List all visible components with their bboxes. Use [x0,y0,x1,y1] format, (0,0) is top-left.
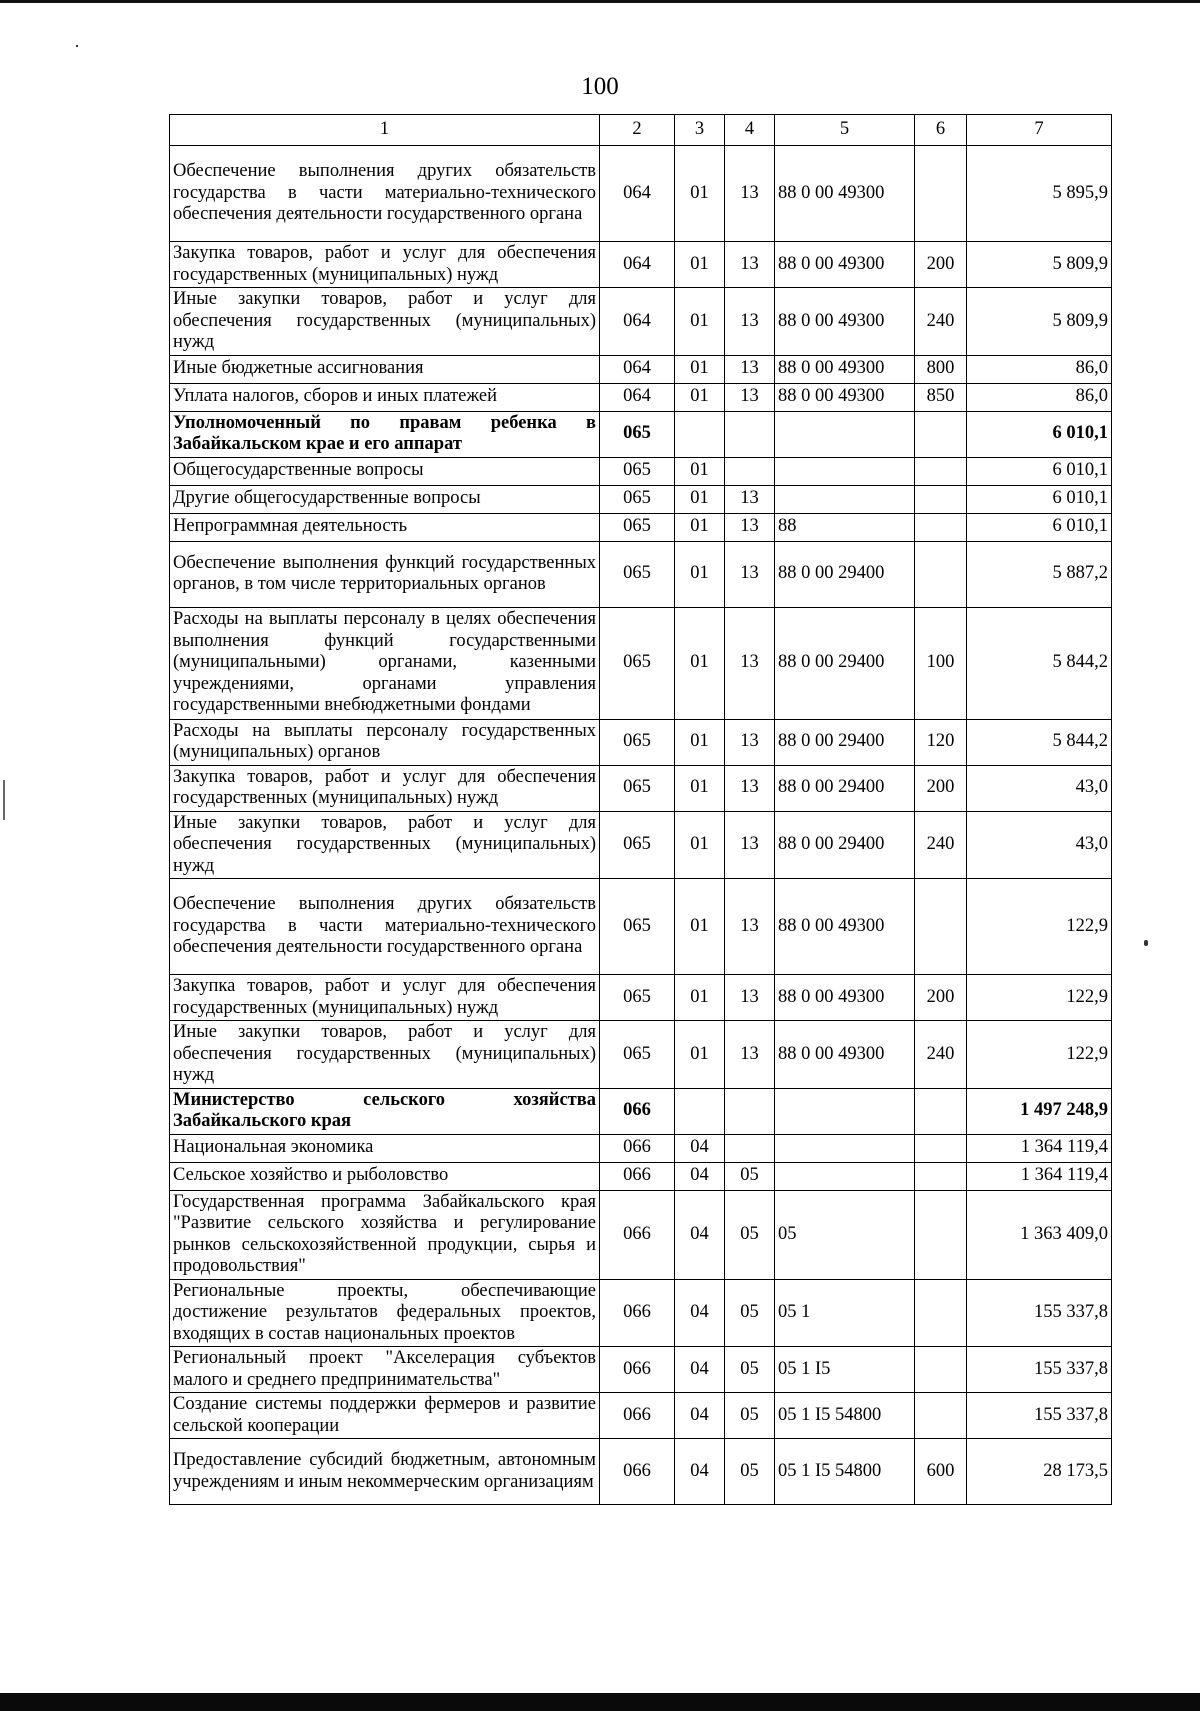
row-amount: 43,0 [967,811,1112,879]
table-row [170,541,1112,607]
table-row [170,513,1112,541]
row-amount: 1 364 119,4 [967,1134,1112,1162]
row-code-target [775,485,915,513]
row-code-expense [915,485,967,513]
budget-table [169,114,1112,1505]
row-code-subsection: 13 [725,355,775,383]
row-code-target: 88 0 00 29400 [775,607,915,719]
table-row [170,485,1112,513]
row-code-subsection: 13 [725,811,775,879]
row-code-expense: 200 [915,242,967,288]
row-name: Уполномоченный по правам ребенка в Забайкальском крае и его аппарат [170,411,600,457]
row-code-target: 88 0 00 29400 [775,811,915,879]
header-col-1: 1 [170,115,600,146]
row-code-target: 88 0 00 49300 [775,288,915,356]
row-code-ministry: 064 [600,355,675,383]
row-code-ministry: 065 [600,811,675,879]
row-amount: 86,0 [967,355,1112,383]
header-col-5: 5 [775,115,915,146]
table-row [170,242,1112,288]
row-amount: 28 173,5 [967,1439,1112,1505]
table-row [170,765,1112,811]
row-amount: 155 337,8 [967,1279,1112,1347]
row-name: Обеспечение выполнения других обязательств государства в части материально-технического обеспечения деятельности государственного органа [170,879,600,975]
row-code-subsection: 13 [725,975,775,1021]
budget-table-body [170,115,1112,1505]
row-amount: 1 364 119,4 [967,1162,1112,1190]
row-code-expense [915,1347,967,1393]
table-row [170,1347,1112,1393]
row-code-section: 01 [675,242,725,288]
row-code-expense: 240 [915,288,967,356]
table-row [170,719,1112,765]
row-code-expense [915,457,967,485]
row-code-subsection: 13 [725,383,775,411]
row-code-ministry: 066 [600,1162,675,1190]
row-code-subsection [725,1088,775,1134]
row-code-section: 01 [675,1021,725,1089]
row-name: Закупка товаров, работ и услуг для обеспечения государственных (муниципальных) нужд [170,765,600,811]
row-code-subsection [725,411,775,457]
row-amount: 43,0 [967,765,1112,811]
row-name: Закупка товаров, работ и услуг для обеспечения государственных (муниципальных) нужд [170,975,600,1021]
table-row [170,1190,1112,1279]
row-code-section [675,1088,725,1134]
row-code-ministry: 066 [600,1190,675,1279]
row-code-section: 04 [675,1190,725,1279]
scan-edge-mark [3,780,5,820]
row-code-target: 05 1 I5 [775,1347,915,1393]
row-amount: 6 010,1 [967,485,1112,513]
row-code-target: 88 0 00 29400 [775,719,915,765]
row-code-target: 88 [775,513,915,541]
header-col-7: 7 [967,115,1112,146]
row-code-target: 05 1 I5 54800 [775,1439,915,1505]
row-code-section: 01 [675,719,725,765]
row-code-expense [915,1190,967,1279]
row-code-section: 01 [675,355,725,383]
row-code-expense [915,1088,967,1134]
row-code-ministry: 066 [600,1347,675,1393]
row-amount: 155 337,8 [967,1393,1112,1439]
table-row [170,383,1112,411]
table-row [170,355,1112,383]
row-code-ministry: 066 [600,1393,675,1439]
row-code-target: 88 0 00 49300 [775,146,915,242]
row-code-section: 01 [675,513,725,541]
row-code-ministry: 065 [600,975,675,1021]
table-row [170,1088,1112,1134]
row-code-subsection: 13 [725,541,775,607]
row-amount: 122,9 [967,879,1112,975]
row-code-subsection: 13 [725,288,775,356]
row-code-ministry: 066 [600,1439,675,1505]
row-code-section [675,411,725,457]
row-name: Иные закупки товаров, работ и услуг для обеспечения государственных (муниципальных) нужд [170,811,600,879]
row-name: Уплата налогов, сборов и иных платежей [170,383,600,411]
scan-speck [76,45,78,47]
row-code-ministry: 065 [600,513,675,541]
scan-speck [1144,940,1148,946]
row-code-ministry: 064 [600,242,675,288]
row-code-expense [915,1393,967,1439]
table-row [170,1021,1112,1089]
table-row [170,288,1112,356]
row-name: Региональный проект "Акселерация субъектов малого и среднего предпринимательства" [170,1347,600,1393]
row-code-subsection: 05 [725,1279,775,1347]
row-code-expense [915,513,967,541]
row-amount: 6 010,1 [967,411,1112,457]
row-code-ministry: 066 [600,1088,675,1134]
row-amount: 155 337,8 [967,1347,1112,1393]
table-row [170,1162,1112,1190]
row-code-expense: 100 [915,607,967,719]
row-code-ministry: 065 [600,765,675,811]
row-code-target [775,457,915,485]
row-code-target: 88 0 00 29400 [775,765,915,811]
row-code-expense: 850 [915,383,967,411]
row-code-section: 04 [675,1393,725,1439]
row-code-expense: 800 [915,355,967,383]
row-code-expense: 240 [915,1021,967,1089]
row-name: Иные закупки товаров, работ и услуг для обеспечения государственных (муниципальных) нужд [170,1021,600,1089]
row-code-target: 88 0 00 49300 [775,355,915,383]
header-col-3: 3 [675,115,725,146]
row-code-target: 88 0 00 49300 [775,383,915,411]
row-name: Создание системы поддержки фермеров и развитие сельской кооперации [170,1393,600,1439]
row-code-section: 01 [675,485,725,513]
row-name: Обеспечение выполнения функций государственных органов, в том числе территориальных органов [170,541,600,607]
row-code-target: 05 1 [775,1279,915,1347]
row-name: Предоставление субсидий бюджетным, автономным учреждениям и иным некоммерческим организациям [170,1439,600,1505]
row-code-subsection: 05 [725,1347,775,1393]
table-row [170,146,1112,242]
row-code-expense [915,1279,967,1347]
row-code-target [775,411,915,457]
row-code-target: 05 1 I5 54800 [775,1393,915,1439]
row-code-subsection: 05 [725,1439,775,1505]
row-code-subsection: 13 [725,879,775,975]
table-row [170,1393,1112,1439]
row-code-subsection: 13 [725,719,775,765]
row-code-subsection [725,1134,775,1162]
row-amount: 122,9 [967,1021,1112,1089]
row-name: Расходы на выплаты персоналу в целях обеспечения выполнения функций государственными (муниципальными) органами, казенными учреждениями, органами управления государственными внебюджетными фондами [170,607,600,719]
row-name: Обеспечение выполнения других обязательств государства в части материально-технического обеспечения деятельности государственного органа [170,146,600,242]
row-code-subsection: 05 [725,1190,775,1279]
row-code-target [775,1162,915,1190]
row-code-section: 01 [675,457,725,485]
row-code-section: 04 [675,1439,725,1505]
row-code-ministry: 066 [600,1134,675,1162]
row-name: Региональные проекты, обеспечивающие достижение результатов федеральных проектов, входящих в состав национальных проектов [170,1279,600,1347]
row-amount: 5 844,2 [967,719,1112,765]
table-header-row [170,115,1112,146]
table-row [170,457,1112,485]
row-code-expense: 200 [915,975,967,1021]
row-code-subsection: 13 [725,765,775,811]
row-code-subsection: 13 [725,146,775,242]
row-code-target: 88 0 00 49300 [775,879,915,975]
row-amount: 5 887,2 [967,541,1112,607]
row-name: Непрограммная деятельность [170,513,600,541]
row-code-ministry: 065 [600,607,675,719]
table-row [170,1439,1112,1505]
row-code-expense: 600 [915,1439,967,1505]
table-row [170,975,1112,1021]
row-code-subsection: 13 [725,242,775,288]
row-code-section: 01 [675,879,725,975]
table-row [170,411,1112,457]
row-name: Национальная экономика [170,1134,600,1162]
row-code-subsection: 13 [725,513,775,541]
row-amount: 1 363 409,0 [967,1190,1112,1279]
row-code-ministry: 065 [600,411,675,457]
row-amount: 5 895,9 [967,146,1112,242]
row-code-ministry: 065 [600,541,675,607]
row-code-section: 01 [675,975,725,1021]
row-amount: 5 809,9 [967,288,1112,356]
row-amount: 6 010,1 [967,457,1112,485]
row-code-target: 88 0 00 49300 [775,1021,915,1089]
row-code-ministry: 065 [600,485,675,513]
row-code-expense [915,879,967,975]
row-code-ministry: 065 [600,879,675,975]
row-code-subsection: 05 [725,1393,775,1439]
row-code-subsection: 13 [725,485,775,513]
row-code-ministry: 065 [600,719,675,765]
header-col-4: 4 [725,115,775,146]
header-col-2: 2 [600,115,675,146]
row-code-subsection: 13 [725,607,775,719]
bottom-scan-edge [0,1693,1200,1711]
table-row [170,1134,1112,1162]
page-number: 100 [581,73,619,100]
row-code-target [775,1088,915,1134]
row-code-expense [915,1162,967,1190]
row-name: Другие общегосударственные вопросы [170,485,600,513]
row-code-section: 04 [675,1134,725,1162]
row-code-target [775,1134,915,1162]
header-col-6: 6 [915,115,967,146]
row-code-target: 88 0 00 49300 [775,975,915,1021]
row-code-ministry: 065 [600,457,675,485]
row-code-section: 04 [675,1162,725,1190]
row-code-expense: 120 [915,719,967,765]
row-code-expense [915,541,967,607]
row-code-ministry: 064 [600,288,675,356]
row-amount: 6 010,1 [967,513,1112,541]
row-code-section: 01 [675,146,725,242]
row-code-ministry: 065 [600,1021,675,1089]
row-code-target: 88 0 00 49300 [775,242,915,288]
row-amount: 5 809,9 [967,242,1112,288]
row-code-section: 04 [675,1347,725,1393]
row-amount: 122,9 [967,975,1112,1021]
table-row [170,1279,1112,1347]
table-row [170,811,1112,879]
row-amount: 86,0 [967,383,1112,411]
row-code-section: 01 [675,541,725,607]
row-code-section: 01 [675,607,725,719]
row-name: Министерство сельского хозяйства Забайкальского края [170,1088,600,1134]
row-code-section: 04 [675,1279,725,1347]
row-code-target: 88 0 00 29400 [775,541,915,607]
row-name: Сельское хозяйство и рыболовство [170,1162,600,1190]
row-code-expense: 200 [915,765,967,811]
top-scan-edge [0,0,1200,3]
row-amount: 5 844,2 [967,607,1112,719]
row-code-subsection [725,457,775,485]
table-row [170,607,1112,719]
row-code-target: 05 [775,1190,915,1279]
row-code-section: 01 [675,383,725,411]
row-name: Общегосударственные вопросы [170,457,600,485]
row-code-expense [915,146,967,242]
row-code-subsection: 05 [725,1162,775,1190]
row-name: Государственная программа Забайкальского края "Развитие сельского хозяйства и регулирование рынков сельскохозяйственной продукции, сырья и продовольствия" [170,1190,600,1279]
row-amount: 1 497 248,9 [967,1088,1112,1134]
row-code-section: 01 [675,765,725,811]
row-name: Иные бюджетные ассигнования [170,355,600,383]
row-code-ministry: 066 [600,1279,675,1347]
row-code-ministry: 064 [600,383,675,411]
row-code-section: 01 [675,811,725,879]
row-name: Расходы на выплаты персоналу государственных (муниципальных) органов [170,719,600,765]
row-code-section: 01 [675,288,725,356]
row-code-ministry: 064 [600,146,675,242]
row-code-subsection: 13 [725,1021,775,1089]
table-row [170,879,1112,975]
row-code-expense [915,1134,967,1162]
row-code-expense: 240 [915,811,967,879]
row-name: Закупка товаров, работ и услуг для обеспечения государственных (муниципальных) нужд [170,242,600,288]
row-name: Иные закупки товаров, работ и услуг для обеспечения государственных (муниципальных) нужд [170,288,600,356]
row-code-expense [915,411,967,457]
